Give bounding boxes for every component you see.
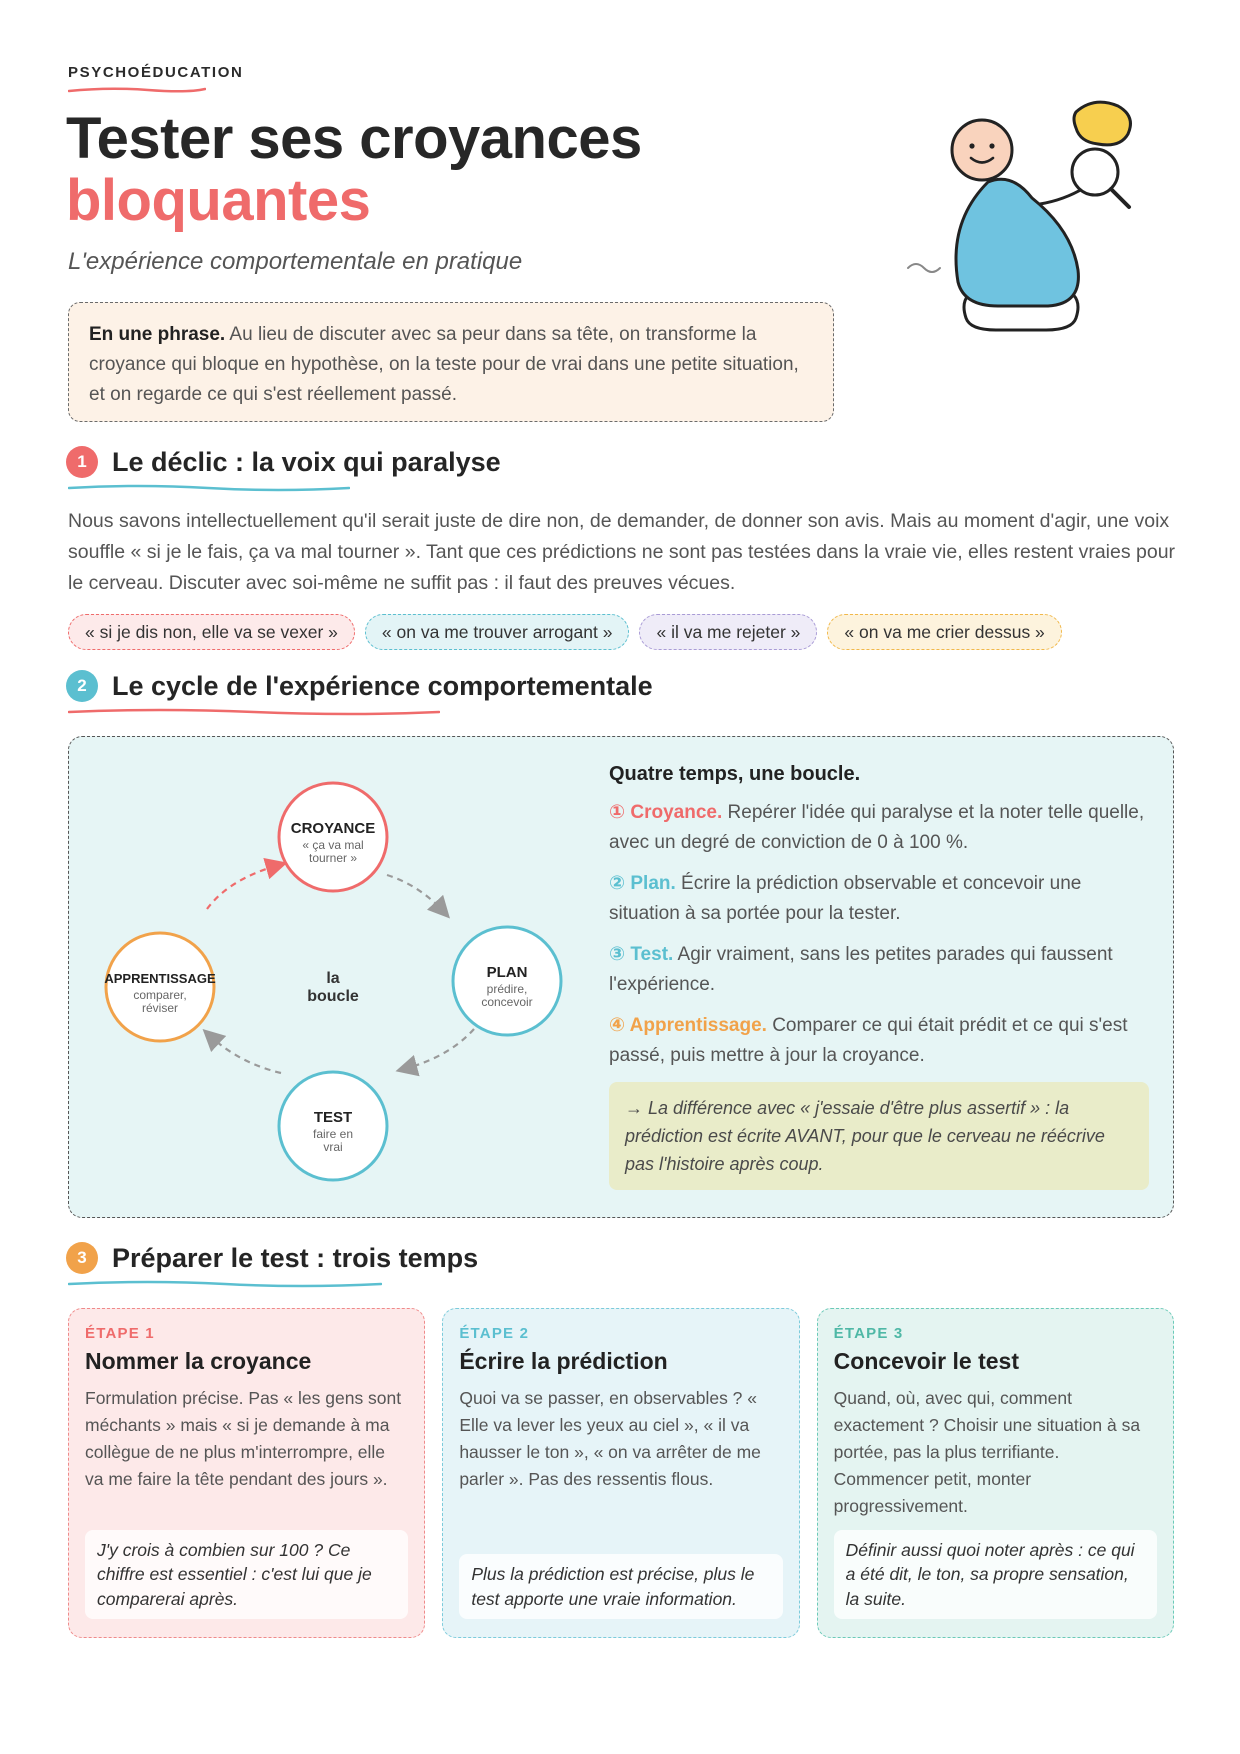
eyebrow: PSYCHOÉDUCATION (68, 64, 244, 81)
page-title (66, 108, 642, 232)
node-apprentissage (104, 933, 216, 1041)
eyebrow-underline (68, 86, 206, 94)
section-3-header (66, 1242, 478, 1274)
step-card-2 (442, 1308, 799, 1638)
section-1-number: 1 (66, 446, 98, 478)
node-croyance (279, 783, 387, 891)
step-card-title: Écrire la prédiction (459, 1348, 668, 1374)
cycle-step-text: Écrire la prédiction observable et concevoir une situation à sa portée pour la tester. (609, 873, 1082, 924)
step-card-3 (817, 1308, 1174, 1638)
cycle-note: → La différence avec « j'essaie d'être plus assertif » : la prédiction est écrite AVANT, pour que le cerveau ne réécrive pas l'histoire après coup. (609, 1082, 1149, 1190)
page-subtitle: L'expérience comportementale en pratique (68, 248, 523, 275)
summary-lead: En une phrase. (89, 324, 226, 345)
cycle-center-line2: boucle (307, 988, 359, 1005)
section-2-header (66, 670, 653, 702)
step-card-body: Quoi va se passer, en observables ? « Elle va lever les yeux au ciel », « il va hausser le ton », « on va arrêter de me parler ». Pas des ressentis flous. (459, 1388, 761, 1489)
squiggle-icon (908, 264, 940, 272)
belief-chip: « il va me rejeter » (639, 614, 817, 650)
node-apprentissage-title: APPRENTISSAGE (104, 971, 216, 986)
node-test-sub1: faire en (312, 1127, 354, 1141)
step-card-title: Nommer la croyance (85, 1348, 312, 1374)
section-2-number: 2 (66, 670, 98, 702)
title-line-2: bloquantes (66, 168, 371, 233)
node-plan-sub2: concevoir (481, 995, 533, 1009)
step-card-body: Quand, où, avec qui, comment exactement ? Choisir une situation à sa portée, pas la plus terrifiante. Commencer petit, monter progressivement. (833, 1388, 1141, 1516)
node-test-title: TEST (313, 1109, 353, 1126)
section-1-header (66, 446, 501, 478)
section-3-underline (68, 1280, 382, 1288)
node-croyance-title: CROYANCE (290, 820, 376, 837)
step-card-label: ÉTAPE 1 (85, 1325, 155, 1342)
belief-chip: « on va me trouver arrogant » (365, 614, 630, 650)
step-cards (68, 1308, 1174, 1638)
section-1-title: Le déclic : la voix qui paralyse (112, 446, 501, 477)
step-card-label: ÉTAPE 3 (833, 1325, 904, 1342)
node-plan-sub1: prédire, (486, 982, 528, 996)
cycle-step-text: Agir vraiment, sans les petites parades qui faussent l'expérience. (609, 944, 1113, 995)
node-croyance-sub1: « ça va mal (302, 838, 364, 852)
title-line-1: Tester ses croyances (66, 106, 642, 171)
cycle-step-label: ③ Test. (609, 944, 674, 965)
node-test-sub2: vrai (323, 1140, 343, 1154)
node-plan-title: PLAN (486, 964, 528, 981)
step-card-body: Formulation précise. Pas « les gens sont méchants » mais « si je demande à ma collègue de ne plus m'interrompre, elle va me faire la tête pendant des jours ». (85, 1388, 402, 1489)
summary-text: Au lieu de discuter avec sa peur dans sa tête, on transforme la croyance qui bloque en hypothèse, on la teste pour de vrai dans une petite situation, et on regarde ce qui s'est réellement passé. (89, 324, 799, 405)
cycle-step-label: ② Plan. (609, 873, 676, 894)
cycle-step-label: ④ Apprentissage. (609, 1015, 767, 1036)
node-apprentissage-sub2: réviser (141, 1001, 179, 1015)
step-card-1 (68, 1308, 425, 1638)
thinking-person-illustration (900, 100, 1170, 350)
step-card-note: J'y crois à combien sur 100 ? Ce chiffre est essentiel : c'est lui que je comparerai après. (85, 1530, 408, 1620)
step-card-note: Définir aussi quoi noter après : ce qui a été dit, le ton, sa propre sensation, la suite. (834, 1530, 1157, 1620)
step-card-label: ÉTAPE 2 (459, 1325, 530, 1342)
cycle-step-text: Comparer ce qui était prédit et ce qui s'est passé, puis mettre à jour la croyance. (609, 1015, 1128, 1066)
section-3-number: 3 (66, 1242, 98, 1274)
cycle-step (609, 940, 1149, 1000)
cycle-step (609, 869, 1149, 929)
belief-chip: « si je dis non, elle va se vexer » (68, 614, 355, 650)
cycle-diagram (89, 757, 609, 1197)
arrow-croyance-plan (387, 875, 444, 912)
cycle-step (609, 798, 1149, 858)
node-plan (453, 927, 561, 1035)
cycle-explanation (609, 763, 1149, 1190)
node-test (279, 1072, 387, 1180)
section-1-paragraph: Nous savons intellectuellement qu'il serait juste de dire non, de demander, de donner son avis. Mais au moment d'agir, une voix souffle « si je le fais, ça va mal tourner ». Tant que ces prédictions ne sont pas testées dans la vraie vie, elles restent vraies pour le cerveau. Discuter avec soi-même ne suffit pas : il faut des preuves vécues. (68, 510, 1176, 594)
cycle-box (68, 736, 1174, 1218)
arrow-test-apprentissage (209, 1035, 281, 1073)
arrow-plan-test (404, 1029, 474, 1069)
section-2-title: Le cycle de l'expérience comportementale (112, 670, 653, 701)
cycle-step-text: Repérer l'idée qui paralyse et la noter telle quelle, avec un degré de conviction de 0 à 100 %. (609, 802, 1145, 853)
section-1-underline (68, 484, 350, 492)
cycle-step-label: ① Croyance. (609, 802, 723, 823)
belief-chip: « on va me crier dessus » (827, 614, 1061, 650)
step-card-title: Concevoir le test (833, 1348, 1019, 1374)
cycle-step (609, 1011, 1149, 1071)
step-card-note: Plus la prédiction est précise, plus le test apporte une vraie information. (459, 1554, 782, 1619)
node-apprentissage-sub1: comparer, (133, 988, 187, 1002)
cycle-center-line1: la (326, 970, 340, 987)
face-icon (952, 120, 1012, 180)
summary-box (68, 302, 834, 422)
thought-bubble-icon (1074, 102, 1130, 145)
arrow-apprentissage-croyance (207, 865, 279, 909)
section-3-title: Préparer le test : trois temps (112, 1242, 479, 1273)
section-2-underline (68, 708, 440, 716)
cycle-heading: Quatre temps, une boucle. (609, 763, 861, 785)
belief-chips (68, 614, 1062, 650)
node-croyance-sub2: tourner » (308, 851, 358, 865)
